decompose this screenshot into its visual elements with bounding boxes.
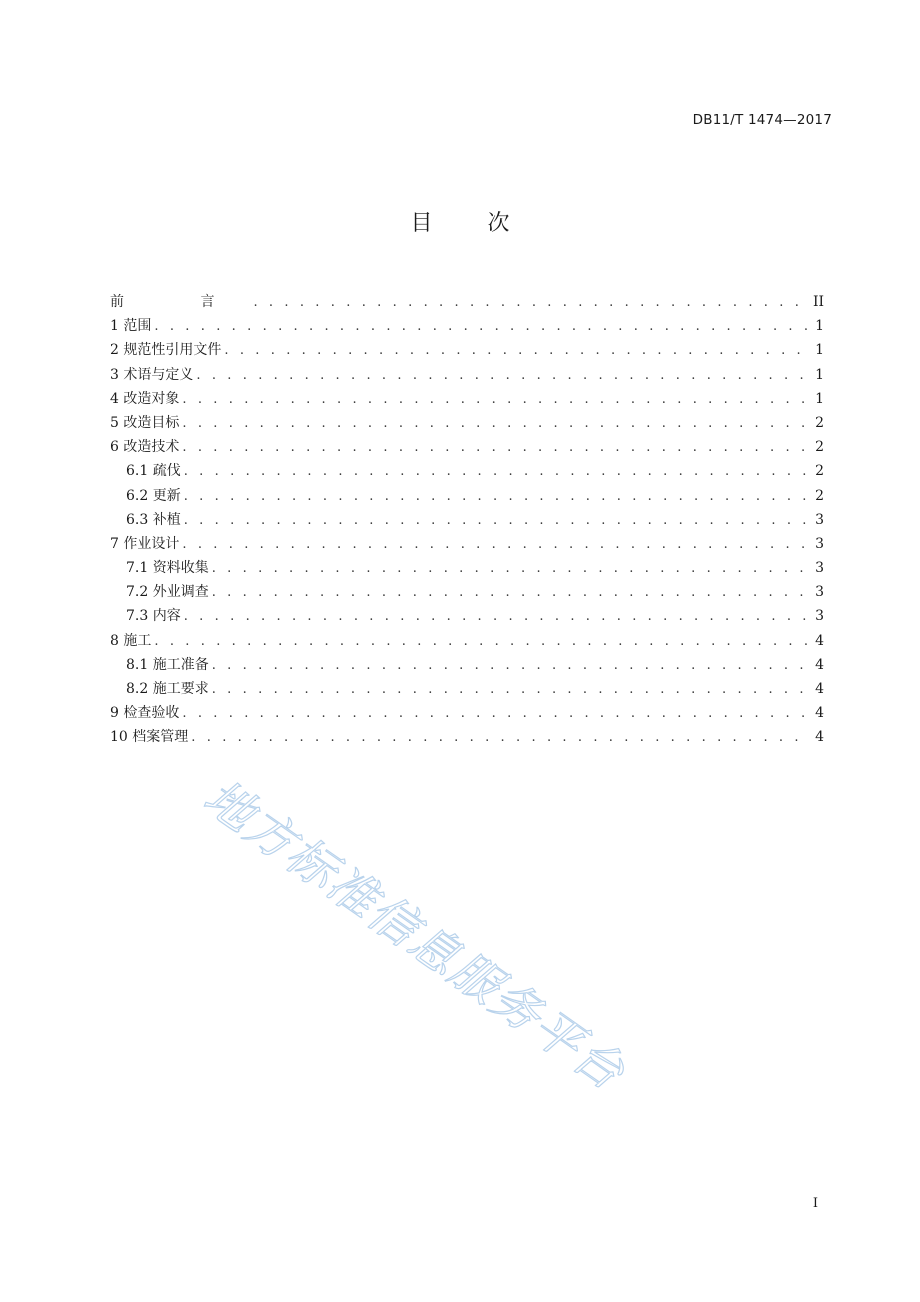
dot-leader: [154, 315, 810, 339]
toc-item-label: 4 改造对象: [110, 390, 180, 407]
toc-item-goals[interactable]: [110, 411, 824, 435]
toc-item-page: 3: [815, 608, 824, 625]
toc-item-label: 6.3 补植: [126, 511, 181, 528]
dot-leader: [182, 702, 810, 726]
toc-item-page: 3: [815, 535, 824, 552]
toc-item-label: 前 言: [110, 294, 251, 310]
toc-item-label: 9 检查验收: [110, 705, 180, 722]
toc-item-data-collection[interactable]: [110, 556, 824, 580]
toc-item-label: 7 作业设计: [110, 535, 180, 552]
page-number: I: [812, 1196, 818, 1211]
toc-item-operation-design[interactable]: [110, 532, 824, 556]
toc-item-scope[interactable]: [110, 314, 824, 338]
dot-leader: [212, 557, 810, 581]
dot-leader: [182, 533, 810, 557]
toc-item-page: 3: [815, 511, 824, 528]
toc-item-label: 8.2 施工要求: [126, 681, 209, 697]
toc-item-label: 6.2 更新: [126, 487, 181, 504]
toc-item-page: 4: [815, 681, 824, 697]
table-of-contents: [110, 290, 824, 750]
toc-item-page: 2: [815, 487, 824, 504]
watermark: 地方标准信息服务平台: [193, 769, 636, 1102]
dot-leader: [184, 485, 810, 509]
toc-item-page: 1: [815, 366, 824, 383]
toc-item-renewal[interactable]: [110, 484, 824, 508]
toc-item-field-survey[interactable]: [110, 580, 824, 604]
toc-item-page: 4: [815, 729, 824, 746]
dot-leader: [184, 460, 810, 484]
dot-leader: [253, 291, 808, 315]
toc-item-content[interactable]: [110, 604, 824, 628]
toc-item-label: 2 规范性引用文件: [110, 342, 222, 359]
toc-item-techniques[interactable]: [110, 435, 824, 459]
dot-leader: [184, 509, 810, 533]
toc-item-label: 1 范围: [110, 318, 152, 335]
toc-item-label: 6 改造技术: [110, 439, 180, 456]
dot-leader: [212, 581, 810, 605]
toc-item-label: 8 施工: [110, 632, 152, 649]
dot-leader: [182, 436, 810, 460]
dot-leader: [212, 654, 810, 678]
toc-item-page: 2: [815, 463, 824, 480]
toc-item-label: 7.3 内容: [126, 608, 181, 625]
toc-item-label: 7.1 资料收集: [126, 560, 209, 577]
dot-leader: [196, 364, 810, 388]
dot-leader: [154, 630, 810, 654]
toc-item-label: 3 术语与定义: [110, 366, 194, 383]
toc-item-label: 5 改造目标: [110, 414, 180, 431]
toc-item-page: 4: [815, 705, 824, 722]
document-code: DB11/T 1474—2017: [692, 112, 832, 128]
toc-item-foreword[interactable]: [110, 290, 824, 314]
dot-leader: [224, 339, 810, 363]
toc-item-replanting[interactable]: [110, 508, 824, 532]
dot-leader: [191, 726, 810, 750]
toc-item-page: 4: [815, 656, 824, 673]
toc-item-label: 10 档案管理: [110, 729, 189, 746]
dot-leader: [182, 388, 810, 412]
toc-item-terms[interactable]: [110, 363, 824, 387]
toc-item-page: 1: [815, 390, 824, 407]
toc-item-page: 3: [815, 560, 824, 577]
toc-item-thinning[interactable]: [110, 459, 824, 483]
dot-leader: [184, 605, 810, 629]
toc-item-label: 7.2 外业调查: [126, 584, 209, 601]
toc-item-page: 2: [815, 439, 824, 456]
toc-item-objects[interactable]: [110, 387, 824, 411]
toc-item-label: 6.1 疏伐: [126, 463, 181, 480]
toc-item-normative-references[interactable]: [110, 338, 824, 362]
toc-item-construction-prep[interactable]: [110, 653, 824, 677]
toc-item-construction[interactable]: [110, 629, 824, 653]
toc-item-archives[interactable]: [110, 725, 824, 749]
dot-leader: [182, 412, 810, 436]
toc-item-page: 2: [815, 414, 824, 431]
dot-leader: [212, 678, 810, 702]
toc-item-page: 1: [815, 318, 824, 335]
toc-item-page: 4: [815, 632, 824, 649]
toc-item-inspection[interactable]: [110, 701, 824, 725]
toc-item-label: 8.1 施工准备: [126, 656, 209, 673]
toc-item-construction-requirements[interactable]: [110, 677, 824, 701]
toc-item-page: II: [812, 294, 824, 310]
toc-item-page: 3: [815, 584, 824, 601]
page-title: 目 次: [410, 211, 534, 236]
toc-item-page: 1: [815, 342, 824, 359]
